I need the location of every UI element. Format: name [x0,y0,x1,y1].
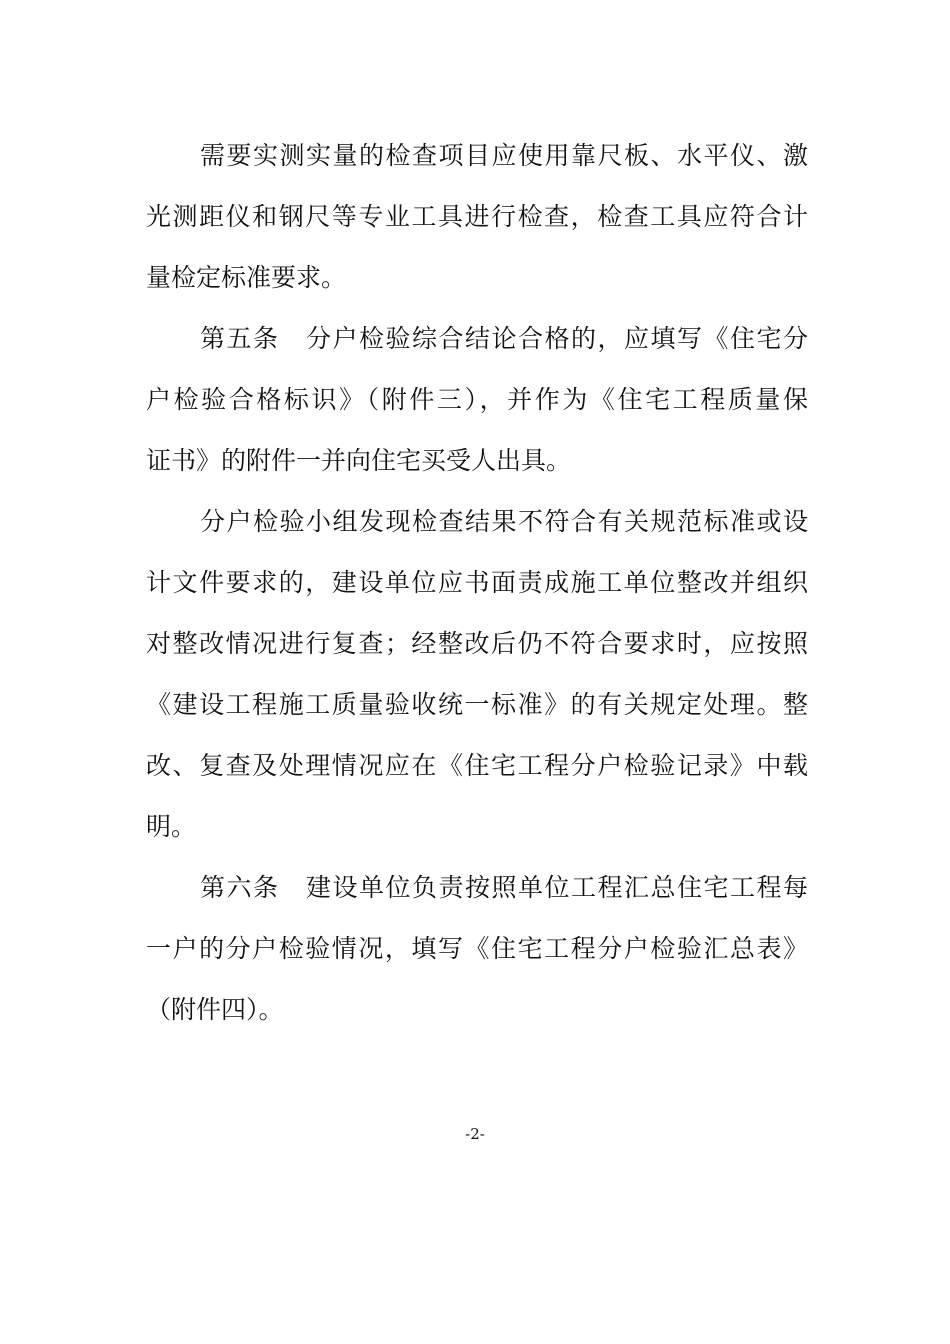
text-line: 对整改情况进行复查；经整改后仍不符合要求时，应按照 [146,629,808,658]
text-line: （附件四）。 [146,995,284,1024]
text-line: 户检验合格标识》（附件三），并作为《住宅工程质量保 [146,385,808,414]
text-line: 《建设工程施工质量验收统一标准》的有关规定处理。整 [146,690,808,719]
paragraph-article-5 [146,308,808,491]
text-line: 明。 [146,812,197,841]
paragraph-tools [146,125,808,308]
text-line: 改、复查及处理情况应在《住宅工程分户检验记录》中载 [146,751,808,780]
text-line: 需要实测实量的检查项目应使用靠尺板、水平仪、激 [200,141,808,170]
paragraph-article-6 [146,857,808,1040]
document-body [146,125,808,1040]
text-line: 第五条 分户检验综合结论合格的，应填写《住宅分 [200,324,808,353]
text-line: 光测距仪和钢尺等专业工具进行检查，检查工具应符合计 [146,202,808,231]
text-line: 计文件要求的，建设单位应书面责成施工单位整改并组织 [146,568,808,597]
text-line: 量检定标准要求。 [146,263,347,292]
text-line: 分户检验小组发现检查结果不符合有关规范标准或设 [200,507,808,536]
text-line: 证书》的附件一并向住宅买受人出具。 [146,446,572,475]
text-line: 第六条 建设单位负责按照单位工程汇总住宅工程每 [200,873,808,902]
text-line: 一户的分户检验情况，填写《住宅工程分户检验汇总表》 [146,934,808,963]
page-number: -2- [465,1125,485,1143]
paragraph-rectification [146,491,808,857]
